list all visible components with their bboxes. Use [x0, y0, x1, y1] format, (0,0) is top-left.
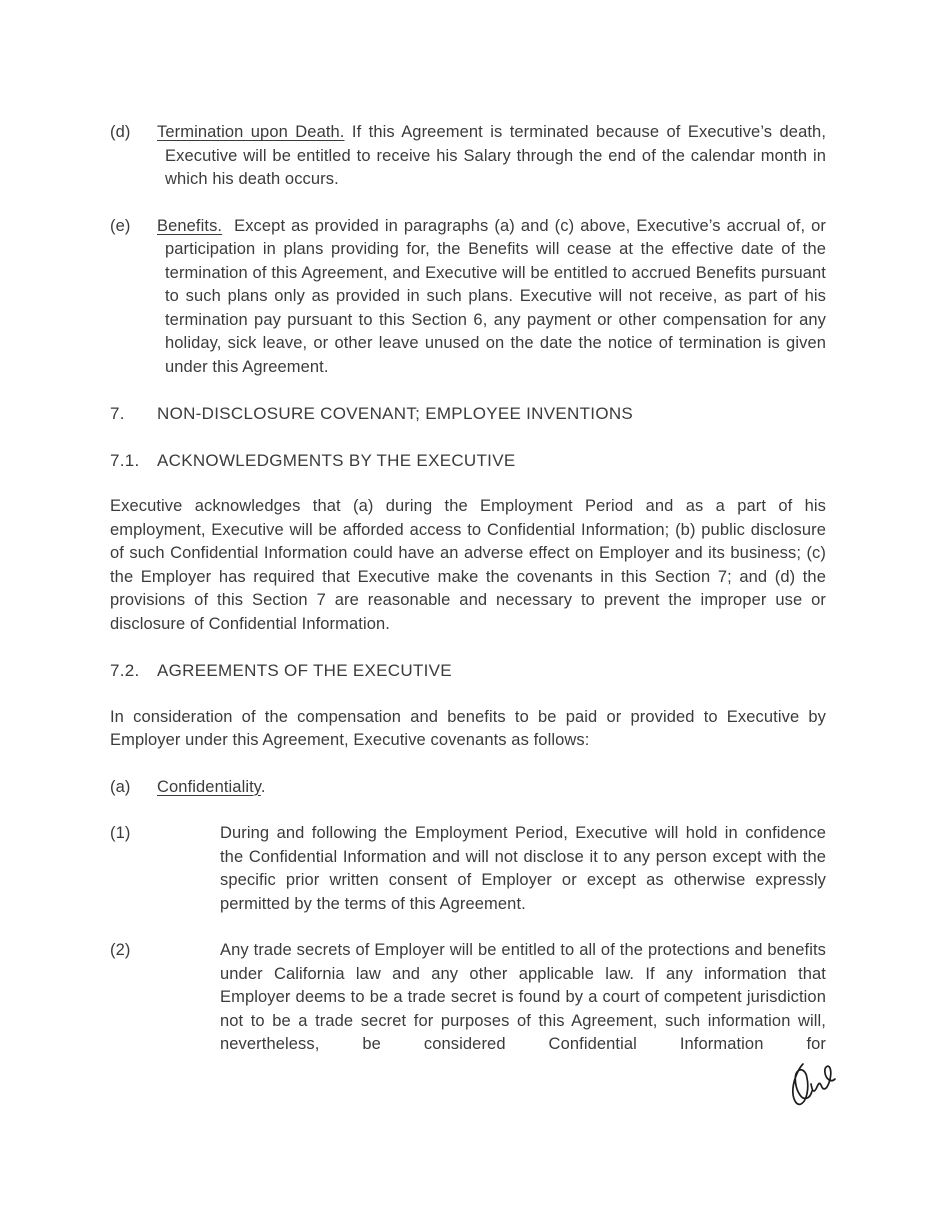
subclause-2-label: (2): [110, 941, 131, 959]
clause-a: [110, 776, 826, 800]
clause-a-lead-underlined: Confidentiality: [157, 777, 261, 796]
clause-d-lead-underlined: Termination upon Death.: [157, 123, 345, 141]
clause-d-label: (d): [110, 123, 131, 141]
subclause-2-text: Any trade secrets of Employer will be entitled to all of the protections and benefits under California law and any other applicable law. If any information that Employer deems to be a trade secret is found by a court of competent jurisdiction not to be a trade secret for purposes of this Agreement, such information will, nevertheless, be considered Confidential Information for: [220, 941, 826, 1053]
page-content: [110, 121, 826, 1080]
section-heading-7-2: [110, 659, 826, 683]
subclause-1-text: During and following the Employment Period, Executive will hold in confidence the Confidential Information and will not disclose it to any person except with the specific prior written consent of Employer or except as otherwise expressly permitted by the terms of this Agreement.: [220, 824, 826, 913]
heading-7-1-number: 7.1.: [110, 450, 140, 470]
clause-a-text: .: [260, 777, 266, 796]
heading-7-1-title: ACKNOWLEDGMENTS BY THE EXECUTIVE: [157, 450, 516, 470]
initials-scribble-icon: [782, 1057, 840, 1113]
clause-e-label: (e): [110, 216, 131, 235]
clause-a-label: (a): [110, 777, 131, 796]
handwritten-initials: [782, 1057, 840, 1113]
paragraph-consideration: In consideration of the compensation and benefits to be paid or provided to Executive by Employer under this Agreement, Executive covenants as follows:: [110, 707, 826, 749]
subclause-1-label: (1): [110, 824, 131, 842]
clause-e-lead-underlined: Benefits.: [157, 216, 223, 235]
heading-7-2-title: AGREEMENTS OF THE EXECUTIVE: [157, 661, 452, 680]
section-heading-7-1: [110, 449, 826, 473]
heading-7-2-number: 7.2.: [110, 661, 140, 680]
clause-e: [110, 215, 826, 380]
heading-7-number: 7.: [110, 404, 125, 423]
clause-e-text: Except as provided in paragraphs (a) and (c) above, Executive’s accrual of, or participation in plans providing for, the Benefits will cease at the effective date of the termination of this Agreement, and Executive will be entitled to accrued Benefits pursuant to such plans only as provided in such plans. Executive will not receive, as part of his termination pay pursuant to this Section 6, any payment or other compensation for any holiday, sick leave, or other leave unused on the date the notice of termination is given under this Agreement.: [165, 216, 826, 376]
clause-d: [110, 121, 826, 192]
heading-7-title: NON-DISCLOSURE COVENANT; EMPLOYEE INVENTIONS: [157, 404, 634, 423]
clause-d-text: If this Agreement is terminated because of Executive’s death, Executive will be entitled to receive his Salary through the end of the calendar month in which his death occurs.: [165, 123, 826, 188]
paragraph-acknowledgments: Executive acknowledges that (a) during the Employment Period and as a part of his employment, Executive will be afforded access to Confidential Information; (b) public disclosure of such Confidential Information could have an adverse effect on Employer and its business; (c) the Employer has required that Executive make the covenants in this Section 7; and (d) the provisions of this Section 7 are reasonable and necessary to prevent the improper use or disclosure of Confidential Information.: [110, 497, 826, 633]
subclause-2: [110, 939, 826, 1057]
section-heading-7: [110, 402, 826, 426]
subclause-1: [110, 822, 826, 916]
